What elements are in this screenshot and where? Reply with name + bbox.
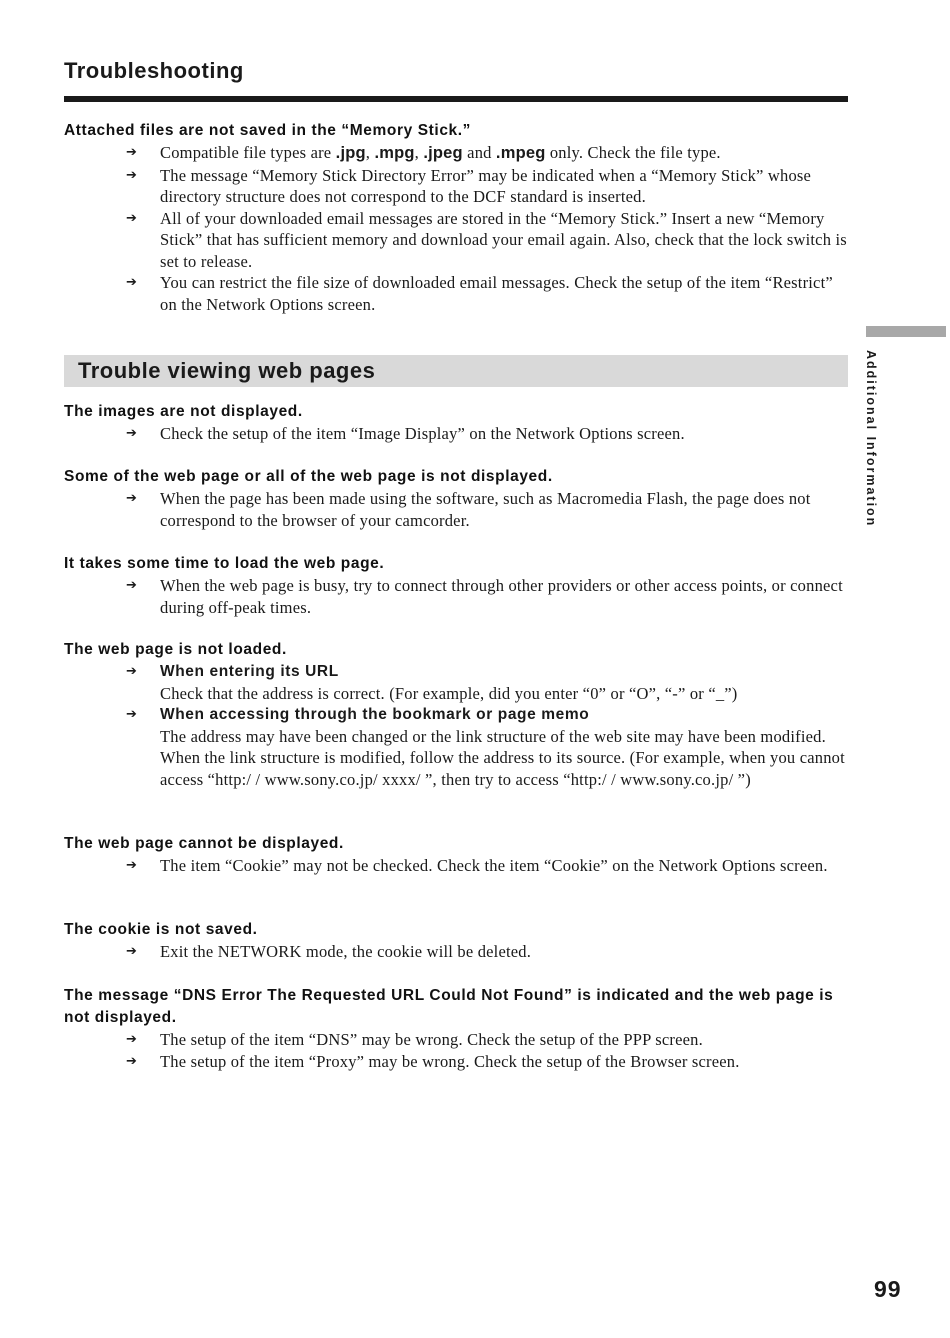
arrow-icon: ➔ xyxy=(126,167,138,183)
topic-question: Some of the web page or all of the web page is not displayed. xyxy=(64,468,553,485)
section-title: Trouble viewing web pages xyxy=(78,358,376,383)
list-item xyxy=(64,488,854,531)
arrow-icon: ➔ xyxy=(126,664,138,679)
item-text: The message “Memory Stick Directory Error” may be indicated when a “Memory Stick” whose directory structure does not correspond to the DCF standard is inserted. xyxy=(160,165,812,206)
separator: , xyxy=(414,143,424,162)
arrow-icon: ➔ xyxy=(126,426,138,441)
item-text: All of your downloaded email messages are stored in the “Memory Stick.” Insert a new “Memory Stick” that has sufficient memory and download your email again. Also, check that the lock switch is set to release. xyxy=(160,208,847,271)
topic-question: Attached files are not saved in the “Memory Stick.” xyxy=(64,122,472,139)
topic-cookie xyxy=(64,919,854,963)
list-item xyxy=(64,165,854,208)
separator: and xyxy=(462,143,496,162)
arrow-icon: ➔ xyxy=(126,491,138,506)
list-item xyxy=(64,855,854,877)
topic-slow-load xyxy=(64,553,854,618)
file-type-jpg: .jpg xyxy=(335,144,366,162)
arrow-icon: ➔ xyxy=(126,145,138,160)
item-text: You can restrict the file size of downloaded email messages. Check the setup of the item “Restrict” on the Network Options screen. xyxy=(160,273,833,314)
arrow-icon: ➔ xyxy=(126,1053,138,1069)
topic-question: The web page cannot be displayed. xyxy=(64,835,344,852)
section-header xyxy=(64,355,848,387)
arrow-icon: ➔ xyxy=(126,1032,138,1047)
list-item xyxy=(64,272,854,315)
item-text: Check that the address is correct. (For example, did you enter “0” or “O”, “-” or “_”) xyxy=(160,683,738,703)
topic-dns-error xyxy=(64,985,854,1072)
side-tab-marker xyxy=(866,326,946,337)
list-item xyxy=(64,704,854,790)
item-subheading: When entering its URL xyxy=(160,663,339,680)
arrow-icon: ➔ xyxy=(126,210,138,226)
topic-partial-page xyxy=(64,466,854,531)
list-item xyxy=(64,423,854,445)
list-item xyxy=(64,142,854,165)
item-text: only. Check the file type. xyxy=(545,143,721,162)
list-item xyxy=(64,1051,854,1073)
item-text: Exit the NETWORK mode, the cookie will be deleted. xyxy=(160,942,532,961)
separator: , xyxy=(365,143,375,162)
topic-images xyxy=(64,401,854,445)
topic-question: The images are not displayed. xyxy=(64,403,303,420)
arrow-icon: ➔ xyxy=(126,944,138,959)
title-rule xyxy=(64,96,848,102)
page-number: 99 xyxy=(874,1276,902,1302)
item-subheading: When accessing through the bookmark or page memo xyxy=(160,706,590,723)
item-text: The setup of the item “Proxy” may be wrong. Check the setup of the Browser screen. xyxy=(160,1051,740,1071)
topic-not-loaded xyxy=(64,639,854,790)
topic-cannot-display xyxy=(64,833,854,877)
list-item xyxy=(64,661,854,704)
item-text: The address may have been changed or the link structure of the web site may have been modified. When the link structure is modified, follow the address to its source. (For example, when you cannot access “http:/ / www.sony.co.jp/ xxxx/ ”, then try to access “http:/ / www.sony.co.jp/ ”) xyxy=(160,726,845,789)
item-text: The setup of the item “DNS” may be wrong. Check the setup of the PPP screen. xyxy=(160,1030,703,1049)
item-text: The item “Cookie” may not be checked. Check the item “Cookie” on the Network Options screen. xyxy=(160,856,828,875)
file-type-mpeg: .mpeg xyxy=(495,144,546,162)
item-text: Check the setup of the item “Image Display” on the Network Options screen. xyxy=(160,424,685,443)
item-text: When the page has been made using the software, such as Macromedia Flash, the page does not correspond to the browser of your camcorder. xyxy=(160,489,811,530)
page-title: Troubleshooting xyxy=(64,58,244,83)
arrow-icon: ➔ xyxy=(126,275,138,290)
topic-memory-stick xyxy=(64,120,854,315)
file-type-jpeg: .jpeg xyxy=(423,144,463,162)
topic-question: The web page is not loaded. xyxy=(64,641,287,658)
list-item xyxy=(64,208,854,273)
item-text: Compatible file types are xyxy=(160,143,336,162)
arrow-icon: ➔ xyxy=(126,858,138,873)
list-item xyxy=(64,575,854,618)
arrow-icon: ➔ xyxy=(126,707,138,722)
list-item xyxy=(64,1029,854,1051)
file-type-mpg: .mpg xyxy=(374,144,415,162)
item-text: When the web page is busy, try to connect through other providers or other access points, or connect during off-peak times. xyxy=(160,576,843,617)
topic-question: The message “DNS Error The Requested URL Could Not Found” is indicated and the web page is not displayed. xyxy=(64,987,834,1026)
list-item xyxy=(64,941,854,963)
arrow-icon: ➔ xyxy=(126,578,138,593)
topic-question: It takes some time to load the web page. xyxy=(64,555,385,572)
side-section-label: Additional Information xyxy=(864,350,878,528)
topic-question: The cookie is not saved. xyxy=(64,921,258,938)
